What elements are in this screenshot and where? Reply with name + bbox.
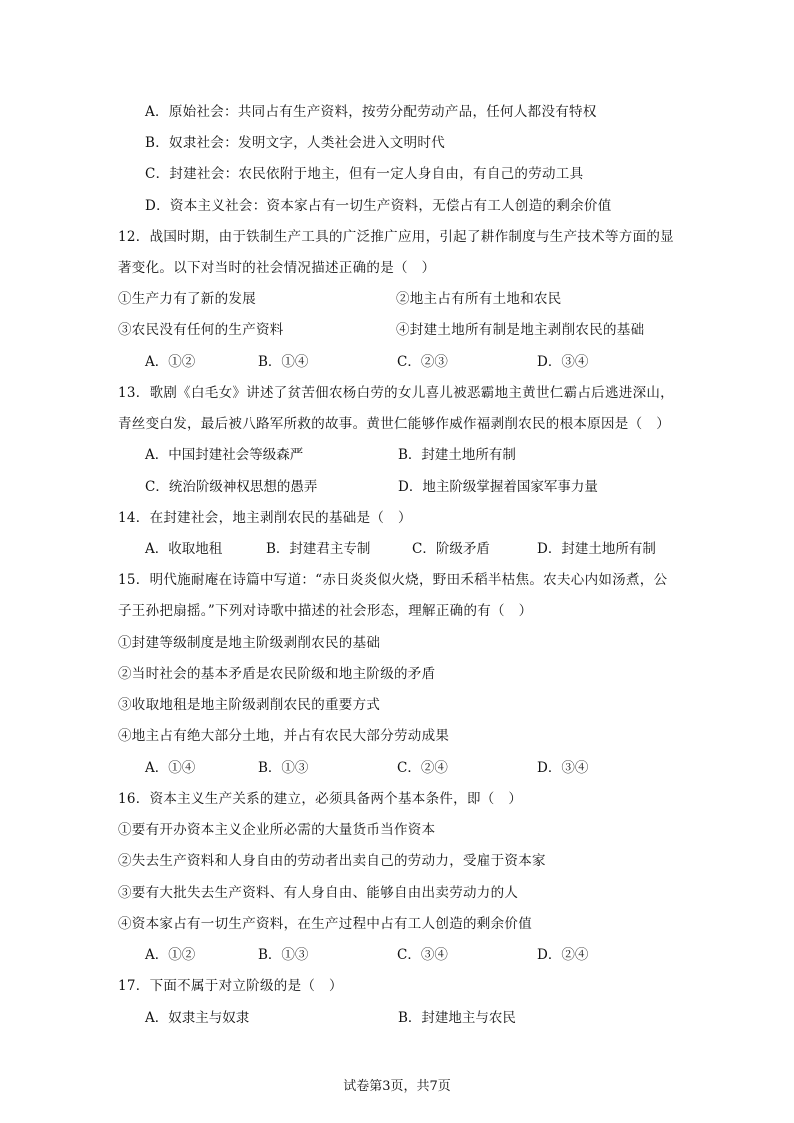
q13-option-b: B．封建土地所有制	[398, 447, 516, 463]
q16-statement-2: ②失去生产资料和人身自由的劳动者出卖自己的劳动力，受雇于资本家	[118, 853, 546, 869]
q13-stem-line2: 青丝变白发，最后被八路军所救的故事。黄世仁能够作威作福剥削农民的根本原因是（ ）	[118, 416, 670, 432]
q15-statement-3: ③收取地租是地主阶级剥削农民的重要方式	[118, 697, 381, 713]
q15-option-b: B．①③	[258, 760, 309, 776]
q14-stem: 14．在封建社会，地主剥削农民的基础是（ ）	[118, 510, 412, 526]
q12-statement-3: ③农民没有任何的生产资料	[118, 322, 284, 338]
q16-statement-3: ③要有大批失去生产资料、有人身自由、能够自由出卖劳动力的人	[118, 885, 519, 901]
q14-option-a: A．收取地租	[145, 541, 223, 557]
q15-stem-line1: 15．明代施耐庵在诗篇中写道：“赤日炎炎似火烧，野田禾稻半枯焦。农夫心内如汤煮，公	[118, 572, 668, 588]
q11-option-b: B．奴隶社会：发明文字，人类社会进入文明时代	[145, 135, 446, 151]
q12-stem-line1: 12．战国时期，由于铁制生产工具的广泛推广应用，引起了耕作制度与生产技术等方面的显	[118, 229, 674, 245]
q13-option-c: C．统治阶级神权思想的愚弄	[145, 479, 318, 495]
page-footer: 试卷第3页，共7页	[343, 1079, 451, 1094]
q17-option-a: A．奴隶主与奴隶	[145, 1010, 250, 1026]
q12-option-b: B．①④	[258, 354, 309, 370]
q14-option-d: D．封建土地所有制	[537, 541, 656, 557]
q14-option-c: C．阶级矛盾	[412, 541, 490, 557]
q16-statement-4: ④资本家占有一切生产资料，在生产过程中占有工人创造的剩余价值	[118, 916, 532, 932]
q12-option-a: A．①②	[145, 354, 196, 370]
q12-statement-4: ④封建土地所有制是地主剥削农民的基础	[396, 322, 645, 338]
q16-statement-1: ①要有开办资本主义企业所必需的大量货币当作资本	[118, 822, 436, 838]
q17-option-b: B．封建地主与农民	[398, 1010, 516, 1026]
q17-stem: 17．下面不属于对立阶级的是（ ）	[118, 978, 343, 994]
q13-option-a: A．中国封建社会等级森严	[145, 447, 304, 463]
q15-statement-4: ④地主占有绝大部分土地，并占有农民大部分劳动成果	[118, 728, 450, 744]
q11-option-c: C．封建社会：农民依附于地主，但有一定人身自由，有自己的劳动工具	[145, 166, 584, 182]
q16-option-d: D．②④	[537, 947, 589, 963]
q11-option-a: A．原始社会：共同占有生产资料，按劳分配劳动产品，任何人都没有特权	[145, 104, 597, 120]
q12-stem-line2: 著变化。以下对当时的社会情况描述正确的是（ ）	[118, 260, 436, 276]
q16-option-b: B．①③	[258, 947, 309, 963]
q13-option-d: D．地主阶级掌握着国家军事力量	[398, 479, 598, 495]
q16-stem: 16．资本主义生产关系的建立，必须具备两个基本条件，即（ ）	[118, 791, 523, 807]
q16-option-a: A．①②	[145, 947, 196, 963]
q15-statement-1: ①封建等级制度是地主阶级剥削农民的基础	[118, 635, 381, 651]
q15-statement-2: ②当时社会的基本矛盾是农民阶级和地主阶级的矛盾	[118, 666, 436, 682]
q12-statement-2: ②地主占有所有土地和农民	[396, 291, 562, 307]
q15-option-a: A．①④	[145, 760, 196, 776]
q15-stem-line2: 子王孙把扇摇。”下列对诗歌中描述的社会形态，理解正确的有（ ）	[118, 603, 533, 619]
q12-option-d: D．③④	[537, 354, 589, 370]
q15-option-d: D．③④	[537, 760, 589, 776]
q13-stem-line1: 13．歌剧《白毛女》讲述了贫苦佃农杨白劳的女儿喜儿被恶霸地主黄世仁霸占后逃进深山，	[118, 385, 674, 401]
q15-option-c: C．②④	[397, 760, 448, 776]
q12-option-c: C．②③	[397, 354, 448, 370]
q14-option-b: B．封建君主专制	[266, 541, 371, 557]
q11-option-d: D．资本主义社会：资本家占有一切生产资料，无偿占有工人创造的剩余价值	[145, 198, 612, 214]
q12-statement-1: ①生产力有了新的发展	[118, 291, 256, 307]
q16-option-c: C．③④	[397, 947, 448, 963]
